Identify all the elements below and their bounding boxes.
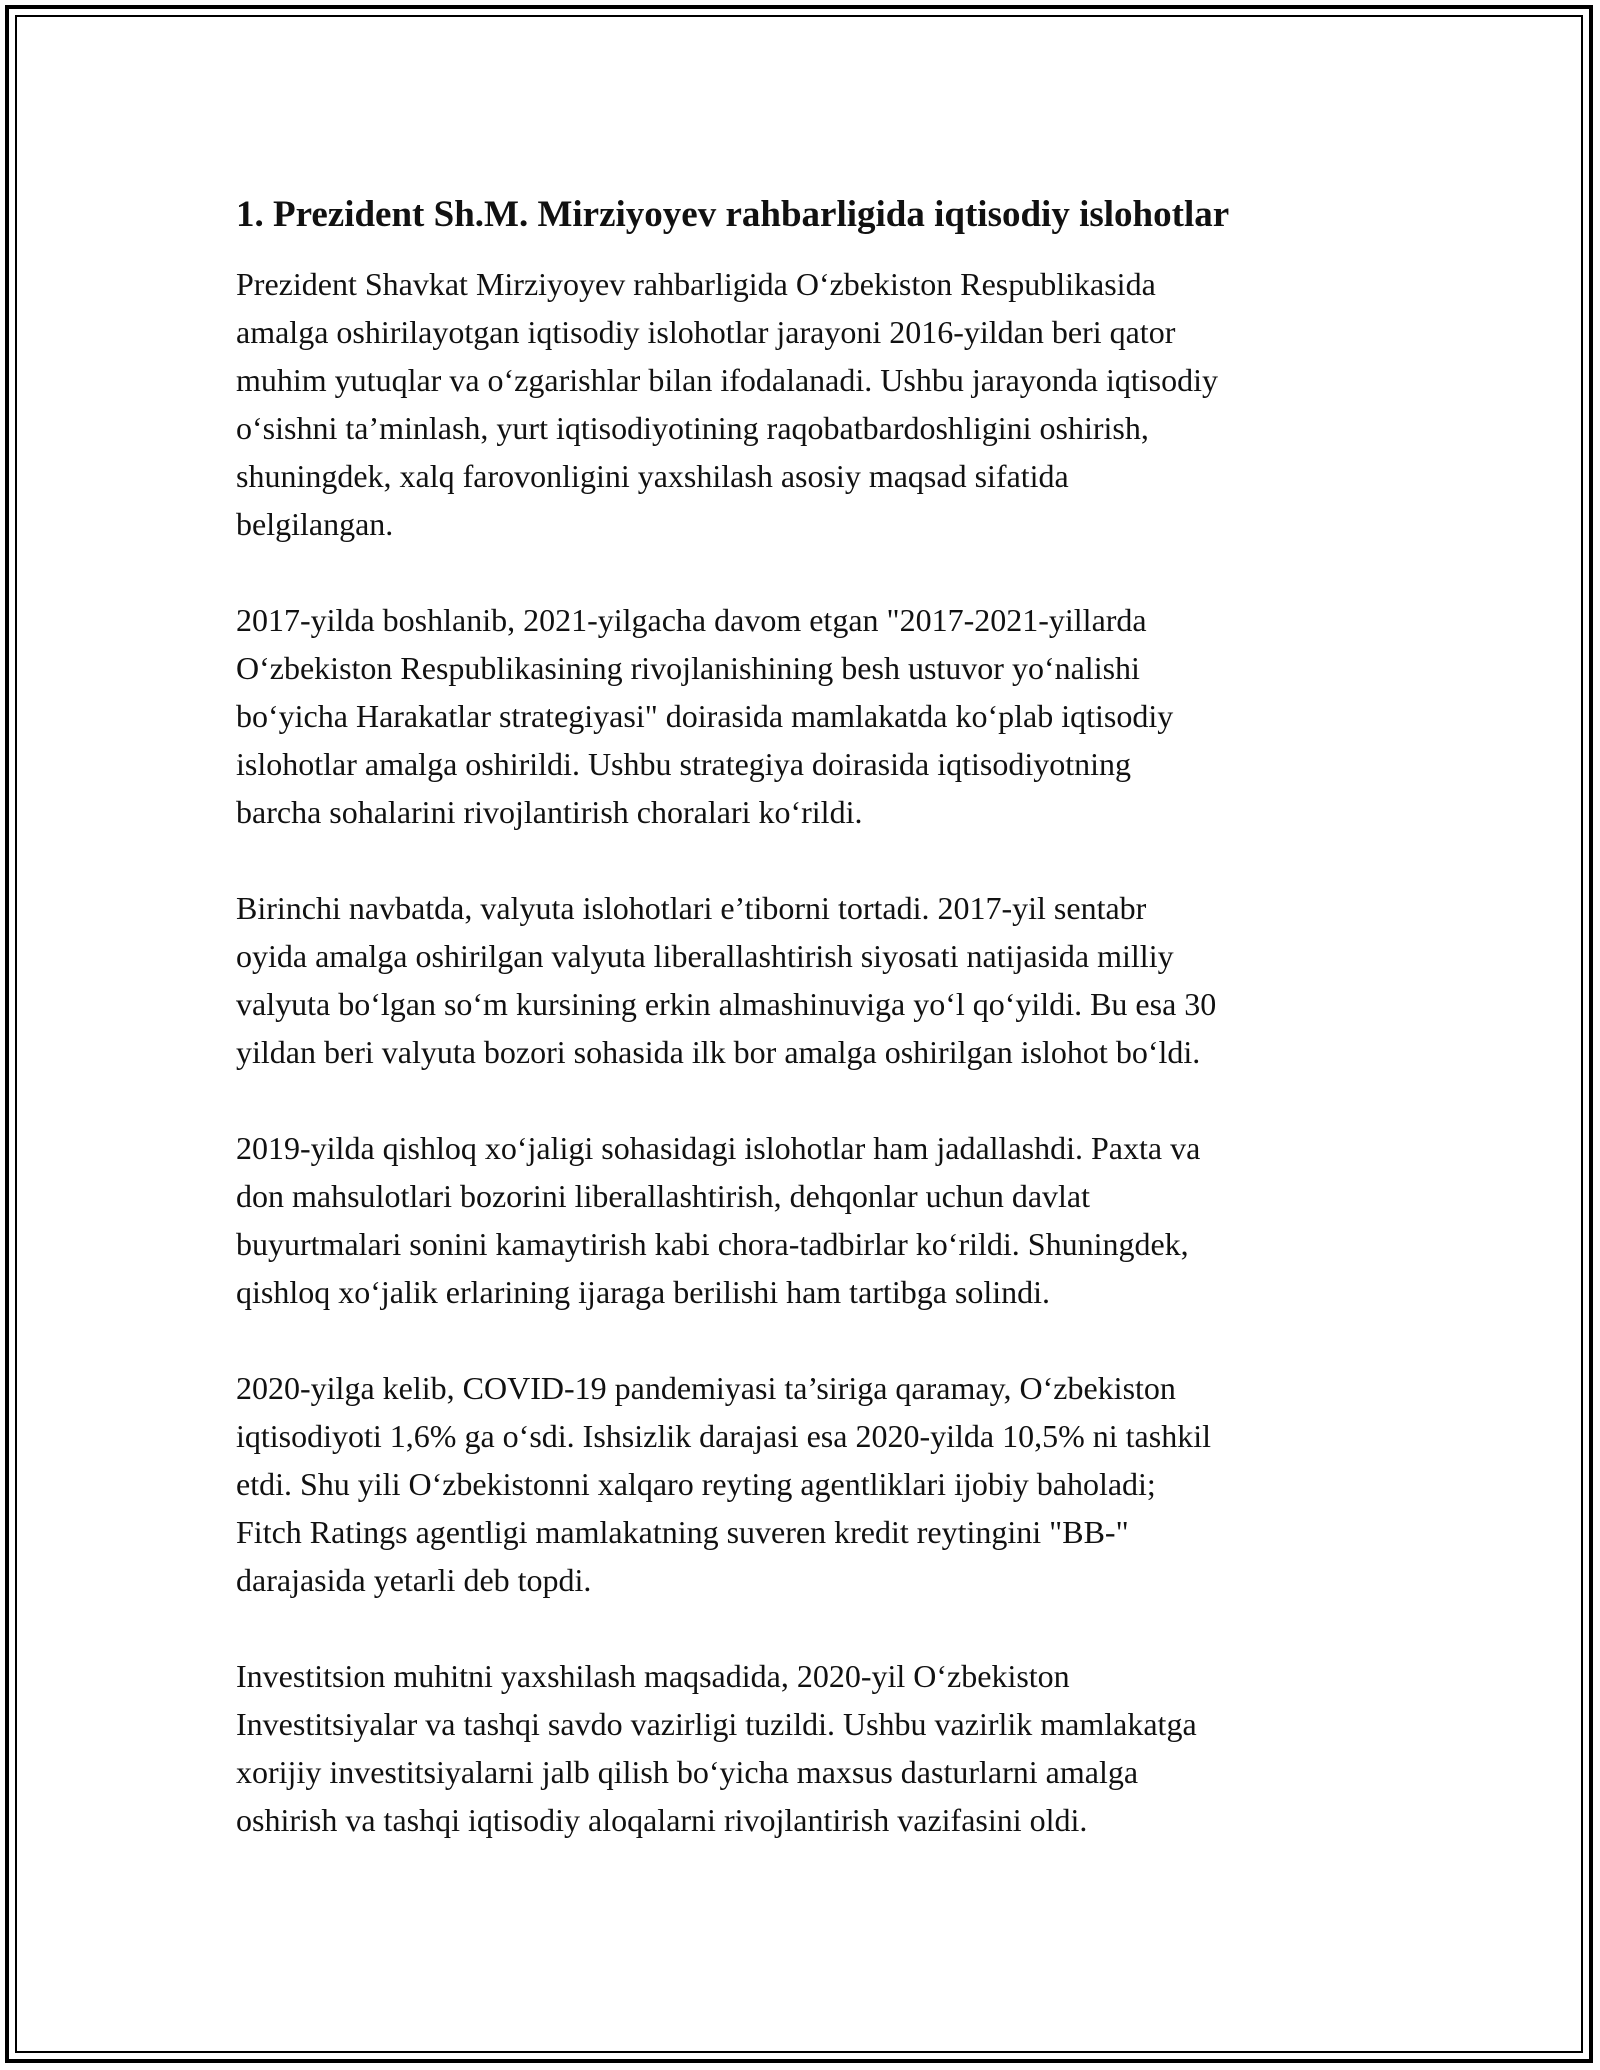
document-body: [236, 190, 1386, 1892]
text-line: bo‘yicha Harakatlar strategiyasi" doirasida mamlakatda ko‘plab iqtisodiy: [236, 698, 1174, 734]
text-line: 2019-yilda qishloq xo‘jaligi sohasidagi islohotlar ham jadallashdi. Paxta va: [236, 1130, 1201, 1166]
text-line: yildan beri valyuta bozori sohasida ilk bor amalga oshirilgan islohot bo‘ldi.: [236, 1034, 1201, 1070]
text-line: Prezident Shavkat Mirziyoyev rahbarligida O‘zbekiston Respublikasida: [236, 266, 1156, 302]
text-line: etdi. Shu yili O‘zbekistonni xalqaro reyting agentliklari ijobiy baholadi;: [236, 1466, 1156, 1502]
text-line: iqtisodiyoti 1,6% ga o‘sdi. Ishsizlik darajasi esa 2020-yilda 10,5% ni tashkil: [236, 1418, 1211, 1454]
text-line: amalga oshirilayotgan iqtisodiy islohotlar jarayoni 2016-yildan beri qator: [236, 314, 1176, 350]
text-line: Investitsiyalar va tashqi savdo vazirligi tuzildi. Ushbu vazirlik mamlakatga: [236, 1706, 1197, 1742]
paragraph-currency: [236, 884, 1386, 1076]
text-line: barcha sohalarini rivojlantirish choralari ko‘rildi.: [236, 794, 863, 830]
text-line: xorijiy investitsiyalarni jalb qilish bo‘yicha maxsus dasturlarni amalga: [236, 1754, 1139, 1790]
text-line: 2020-yilga kelib, COVID-19 pandemiyasi ta’siriga qaramay, O‘zbekiston: [236, 1370, 1176, 1406]
text-line: belgilangan.: [236, 506, 394, 542]
text-line: oshirish va tashqi iqtisodiy aloqalarni rivojlantirish vazifasini oldi.: [236, 1802, 1088, 1838]
section-heading: 1. Prezident Sh.M. Mirziyoyev rahbarligida iqtisodiy islohotlar: [236, 194, 1230, 235]
text-line: shuningdek, xalq farovonligini yaxshilash asosiy maqsad sifatida: [236, 458, 1069, 494]
text-line: darajasida yetarli deb topdi.: [236, 1562, 592, 1598]
text-line: islohotlar amalga oshirildi. Ushbu strategiya doirasida iqtisodiyotning: [236, 746, 1131, 782]
paragraph-intro: [236, 260, 1386, 548]
text-line: don mahsulotlari bozorini liberallashtirish, dehqonlar uchun davlat: [236, 1178, 1091, 1214]
text-line: Investitsion muhitni yaxshilash maqsadida, 2020-yil O‘zbekiston: [236, 1658, 1070, 1694]
text-line: qishloq xo‘jalik erlarining ijaraga berilishi ham tartibga solindi.: [236, 1274, 1051, 1310]
text-line: Fitch Ratings agentligi mamlakatning suveren kredit reytingini "BB-": [236, 1514, 1129, 1550]
text-line: 2017-yilda boshlanib, 2021-yilgacha davom etgan "2017-2021-yillarda: [236, 602, 1147, 638]
text-line: O‘zbekiston Respublikasining rivojlanishining besh ustuvor yo‘nalishi: [236, 650, 1140, 686]
text-line: Birinchi navbatda, valyuta islohotlari e’tiborni tortadi. 2017-yil sentabr: [236, 890, 1147, 926]
paragraph-strategy: [236, 596, 1386, 836]
text-line: oyida amalga oshirilgan valyuta liberallashtirish siyosati natijasida milliy: [236, 938, 1174, 974]
text-line: buyurtmalari sonini kamaytirish kabi chora-tadbirlar ko‘rildi. Shuningdek,: [236, 1226, 1189, 1262]
text-line: muhim yutuqlar va o‘zgarishlar bilan ifodalanadi. Ushbu jarayonda iqtisodiy: [236, 362, 1218, 398]
paragraph-agriculture: [236, 1124, 1386, 1316]
text-line: valyuta bo‘lgan so‘m kursining erkin almashinuviga yo‘l qo‘yildi. Bu esa 30: [236, 986, 1217, 1022]
paragraph-covid: [236, 1364, 1386, 1604]
paragraph-investment: [236, 1652, 1386, 1844]
text-line: o‘sishni ta’minlash, yurt iqtisodiyotining raqobatbardoshligini oshirish,: [236, 410, 1149, 446]
